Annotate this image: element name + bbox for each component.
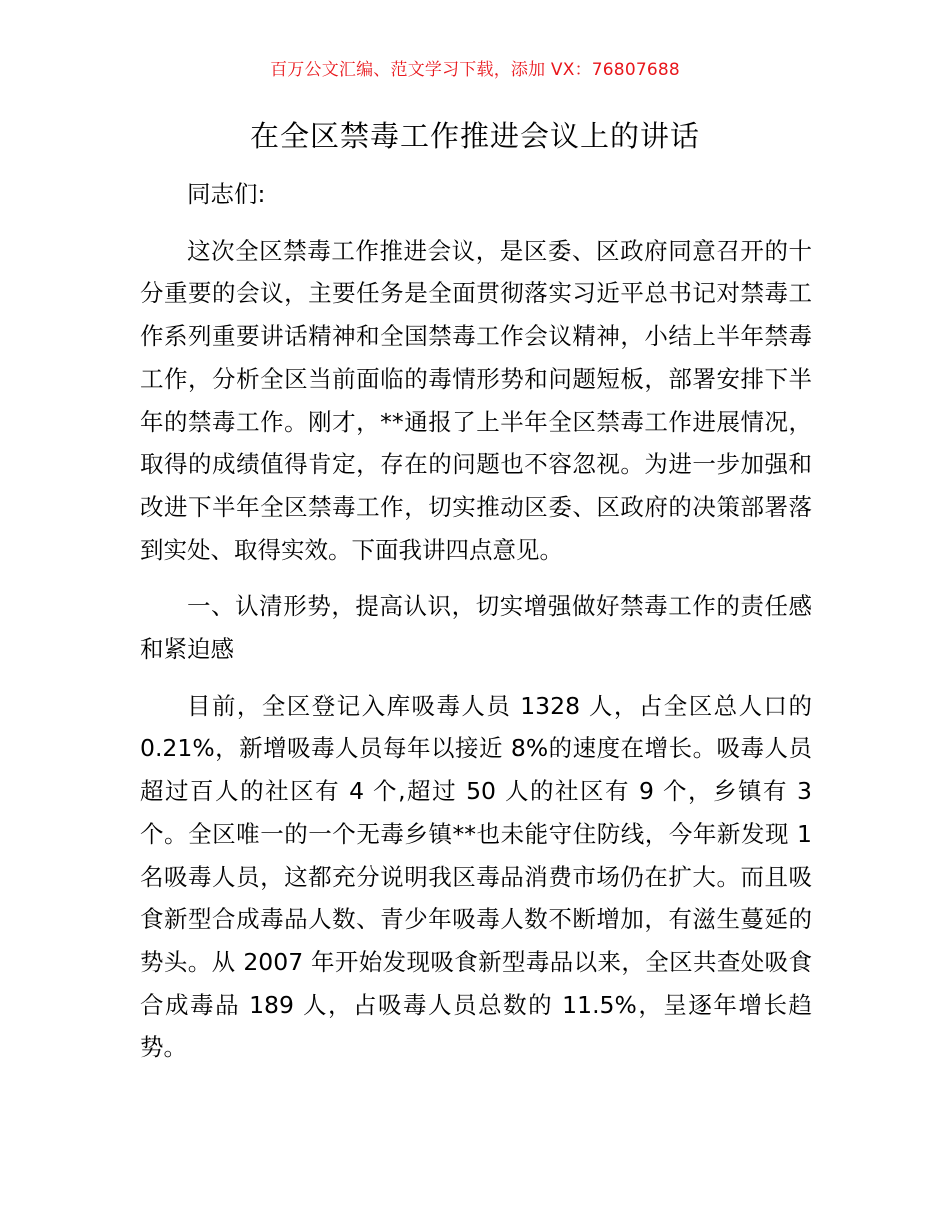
section-heading-1: 一、认清形势，提高认识，切实增强做好禁毒工作的责任感和紧迫感: [140, 592, 812, 664]
paragraph-intro: 这次全区禁毒工作推进会议，是区委、区政府同意召开的十分重要的会议，主要任务是全面贯彻落实习近平总书记对禁毒工作系列重要讲话精神和全国禁毒工作会议精神，小结上半年禁毒工作，分析全区当前面临的毒情形势和问题短板，部署安排下半年的禁毒工作。刚才，**通报了上半年全区禁毒工作进展情况，取得的成绩值得肯定，存在的问题也不容忽视。为进一步加强和改进下半年全区禁毒工作，切实推动区委、区政府的决策部署落到实处、取得实效。下面我讲四点意见。: [140, 236, 812, 564]
document-title: 在全区禁毒工作推进会议上的讲话: [249, 119, 700, 153]
watermark-header: 百万公文汇编、范文学习下载，添加 VX：76807688: [270, 60, 680, 80]
paragraph-situation: 目前，全区登记入库吸毒人员 1328 人，占全区总人口的 0.21%，新增吸毒人员每年以接近 8%的速度在增长。吸毒人员超过百人的社区有 4 个,超过 50 人的社区有 9 个，乡镇有 3 个。全区唯一的一个无毒乡镇**也未能守住防线，今年新发现 1 名吸毒人员，这都充分说明我区毒品消费市场仍在扩大。而且吸食新型合成毒品人数、青少年吸毒人数不断增加，有滋生蔓延的势头。从 2007 年开始发现吸食新型毒品以来，全区共查处吸食合成毒品 189 人，占吸毒人员总数的 11.5%，呈逐年增长趋势。: [140, 691, 812, 1062]
salutation: 同志们:: [187, 180, 266, 208]
document-body: [140, 173, 812, 1069]
